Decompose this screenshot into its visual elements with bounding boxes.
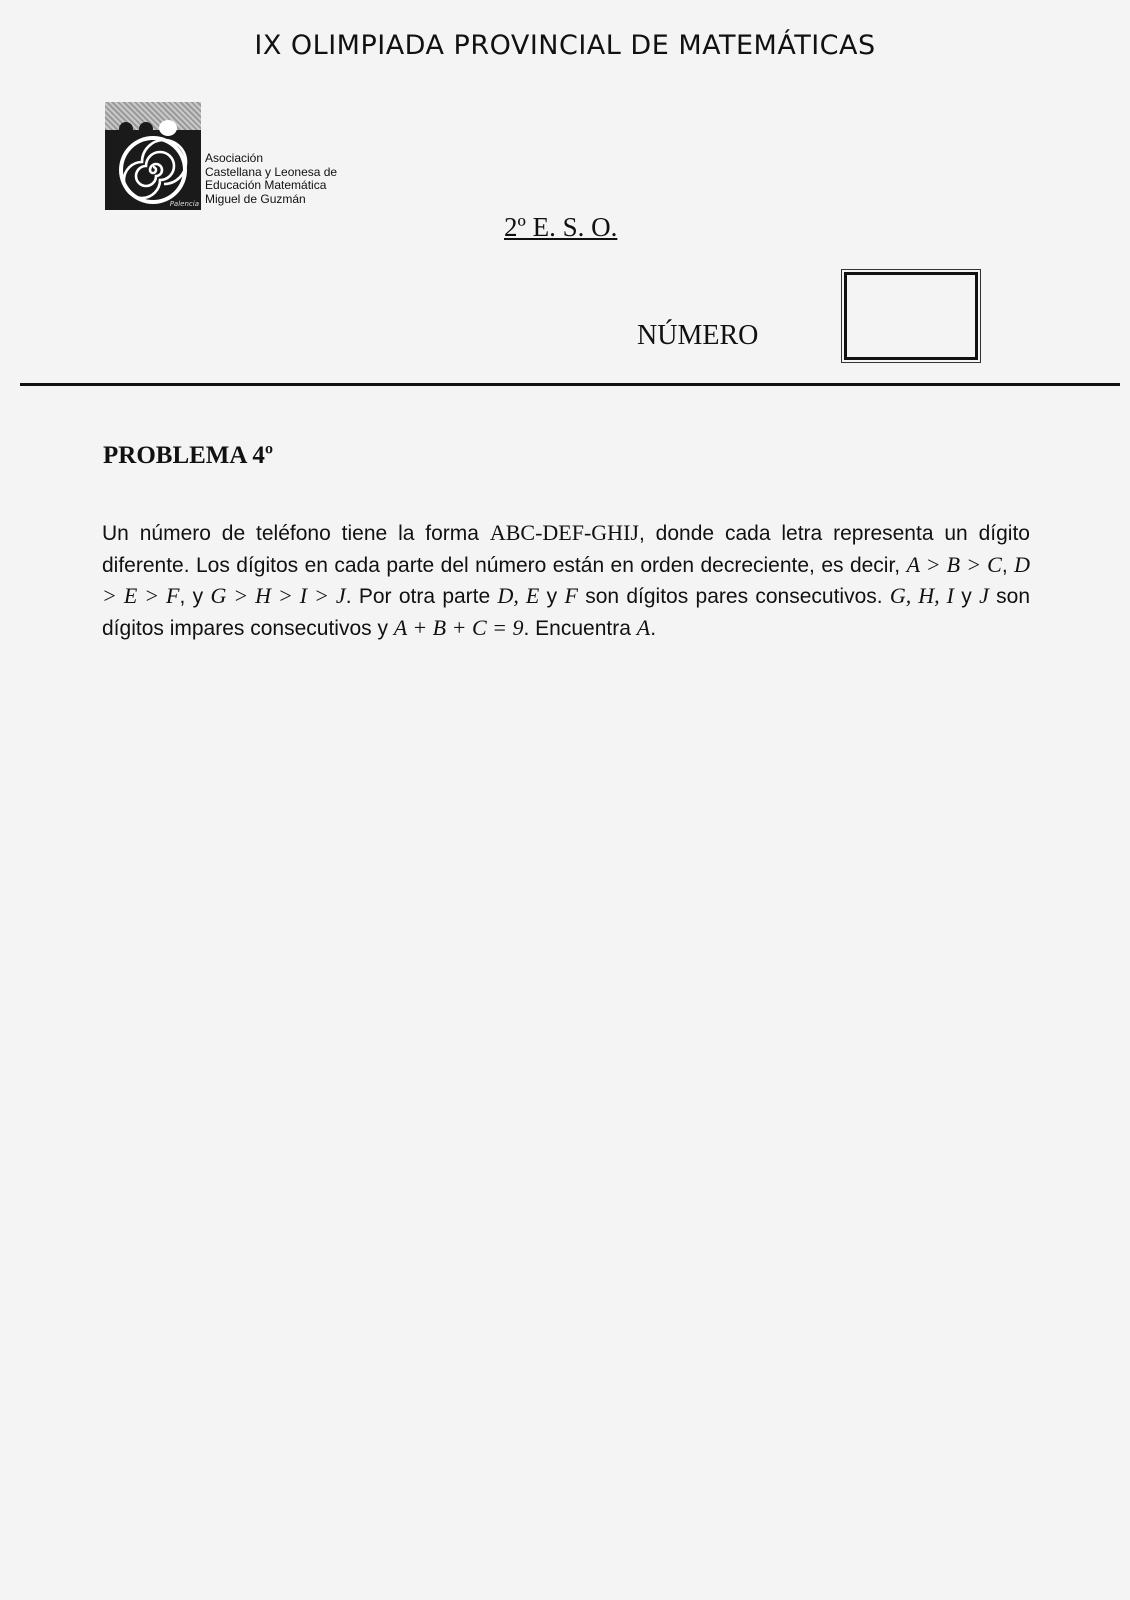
course-label: 2º E. S. O. [504,212,618,242]
statement-text: . Por otra parte [345,585,498,608]
statement-text: son dígitos impares consecutivos y [102,585,1031,640]
association-logo [105,102,201,210]
even-letters: D, E [497,583,540,608]
statement-text: , donde cada letra representa un dígito diferente. Los dígitos en cada parte del número están en orden decreciente, es decir, [102,522,1030,577]
inequality-abc: A > B > C [906,551,1002,577]
page-title: IX OLIMPIADA PROVINCIAL DE MATEMÁTICAS [254,30,876,61]
header-divider [20,383,1120,386]
statement-text: Un número de teléfono tiene la forma [102,522,490,545]
target-letter: A [636,614,651,640]
number-box[interactable] [844,272,978,360]
statement-text: . Encuentra [523,616,637,640]
separator: , [1001,553,1015,577]
association-name [205,152,337,206]
spiral-icon [117,134,189,206]
statement-text: son dígitos pares consecutivos. [577,585,890,608]
inequality-def: D > E > F [102,551,1030,608]
problem-statement [102,518,1030,644]
letter-j: J [979,583,989,608]
separator: , y [179,585,211,608]
sum-equation: A + B + C = 9 [393,614,524,640]
problem-paragraph [102,518,1030,644]
odd-letters: G, H, I [889,583,954,608]
inequality-ghij: G > H > I > J [210,583,346,608]
association-line: Educación Matemática [205,178,327,192]
association-line: Asociación [205,151,264,165]
statement-text: y [953,585,980,608]
number-label: NÚMERO [637,320,759,351]
statement-text: y [539,585,565,608]
statement-text: . [650,616,657,640]
letter-f: F [564,583,578,608]
problem-heading: PROBLEMA 4º [103,442,274,469]
logo-city: Palencia [169,200,199,208]
phone-form: ABC-DEF-GHIJ [489,520,639,545]
association-line: Castellana y Leonesa de [205,164,338,179]
association-line: Miguel de Guzmán [205,191,306,206]
